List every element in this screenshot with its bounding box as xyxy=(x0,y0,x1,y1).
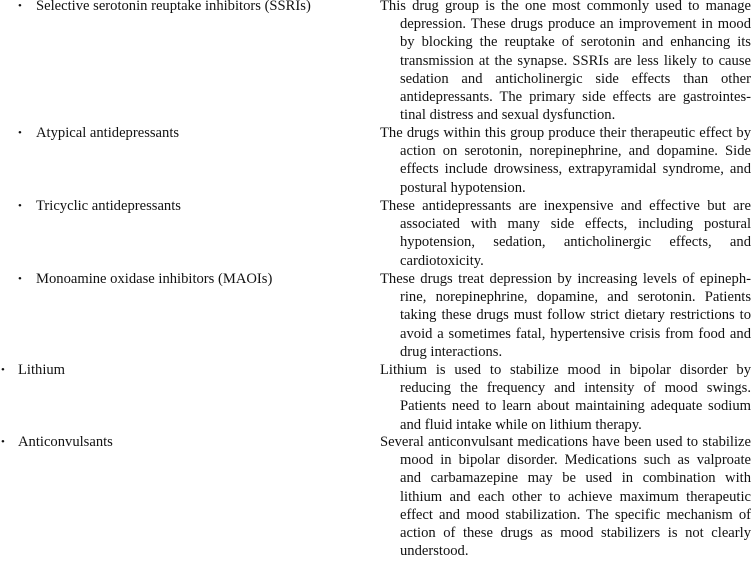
term-tricyclic-antidepressants: Tricyclic antidepressants xyxy=(36,198,181,214)
description-lithium: Lithium is used to stabilize mood in bipolar disorder by reducing the frequency and intensity of mood swings. Patients need to learn about maintaining adequate sodium and fluid intake while on lithium therapy. xyxy=(380,362,751,433)
bullet: • xyxy=(18,127,22,139)
description-maois: These drugs treat depression by increasing levels of epinephrine, norepinephrine, dopamine, and serotonin. Patients taking these drugs must follow strict dietary restrictions to avoid a sometimes fatal, hypertensive crisis from food and drug interactions. xyxy=(380,271,751,360)
term-anticonvulsants: Anticonvulsants xyxy=(18,434,113,450)
description-ssris: This drug group is the one most commonly used to manage depression. These drugs produce an improvement in mood by blocking the reuptake of serotonin and enhancing its transmission at the synapse. SSRIs are less likely to cause sedation and anticholinergic side effects than other antidepressants. The primary side effects are gastrointestinal distress and sexual dysfunction. xyxy=(380,0,751,124)
bullet: • xyxy=(18,273,22,285)
bullet: • xyxy=(18,0,22,12)
description-atypical-antidepressants: The drugs within this group produce their therapeutic effect by action on serotonin, norepinephrine, and dopamine. Side effects include drowsiness, extrapyramidal syndrome, and postural hypotension. xyxy=(380,125,751,196)
description-anticonvulsants: Several anticonvulsant medications have been used to stabilize mood in bipolar disorder. Medications such as valproate and carbamazepine may be used in combination with lithium and each other to achieve maximum therapeutic effect and mood stabilization. The specific mechanism of action of these drugs as mood stabilizers is not clearly understood. xyxy=(380,434,751,560)
description-tricyclic-antidepressants: These antidepressants are inexpensive and effective but are associated with many side effects, including postural hypotension, sedation, anticholinergic effects, and cardiotoxicity. xyxy=(380,198,751,269)
bullet: • xyxy=(1,436,5,448)
term-maois: Monoamine oxidase inhibitors (MAOIs) xyxy=(36,271,273,287)
bullet: • xyxy=(1,364,5,376)
bullet: • xyxy=(18,200,22,212)
term-lithium: Lithium xyxy=(18,362,66,378)
term-ssris: Selective serotonin reuptake inhibitors (SSRIs) xyxy=(36,0,311,14)
term-atypical-antidepressants: Atypical antidepressants xyxy=(36,125,180,141)
